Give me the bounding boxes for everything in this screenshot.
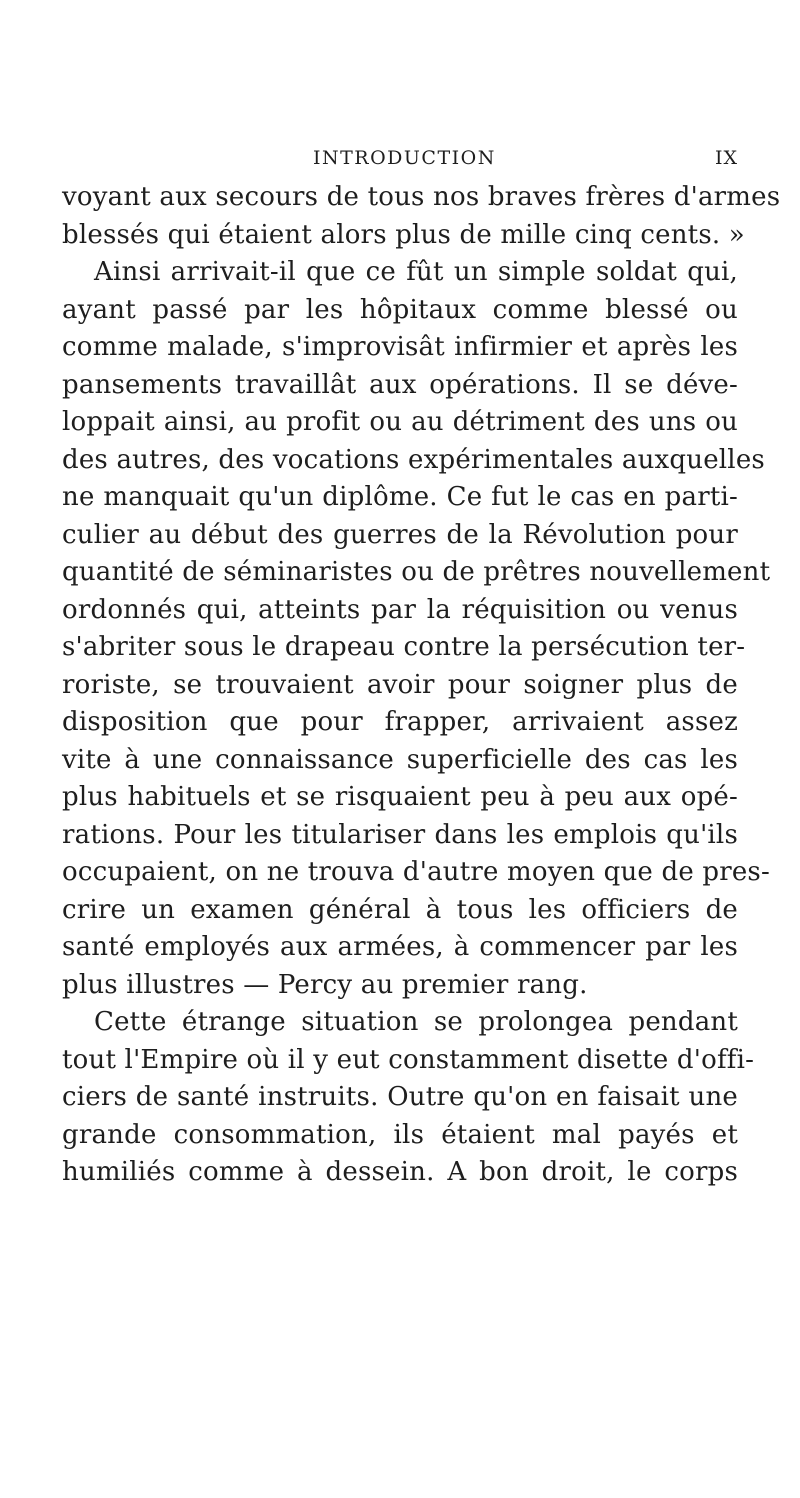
text-line: tout l'Empire où il y eut constamment disette d'offi-	[62, 1044, 755, 1075]
text-line: rations. Pour les titulariser dans les emplois qu'ils	[62, 819, 738, 850]
running-title: INTRODUCTION	[313, 147, 496, 169]
running-head	[313, 147, 738, 169]
text-line: roriste, se trouvaient avoir pour soigner plus de	[62, 669, 738, 700]
body-text	[62, 179, 781, 1192]
text-line: blessés qui étaient alors plus de mille cinq cents. »	[62, 219, 745, 250]
text-line: des autres, des vocations expérimentales auxquelles	[62, 444, 765, 475]
text-line: ordonnés qui, atteints par la réquisition ou venus	[62, 594, 738, 625]
text-line: pansements travaillât aux opérations. Il se déve-	[62, 369, 738, 400]
text-line: plus habituels et se risquaient peu à peu aux opé-	[62, 782, 738, 812]
text-line: disposition que pour frapper, arrivaient assez	[62, 707, 738, 737]
text-line: ayant passé par les hôpitaux comme blessé ou	[62, 294, 738, 325]
text-line: loppait ainsi, au profit ou au détriment des uns ou	[62, 407, 738, 437]
text-line: ciers de santé instruits. Outre qu'on en faisait une	[62, 1082, 738, 1112]
text-line: comme malade, s'improvisât infirmier et après les	[62, 332, 738, 362]
text-line: santé employés aux armées, à commencer par les	[62, 932, 738, 962]
text-line: crire un examen général à tous les officiers de	[62, 894, 738, 925]
text-line: occupaient, on ne trouva d'autre moyen que de pres-	[62, 857, 770, 887]
page-number: IX	[714, 147, 738, 169]
text-line: s'abriter sous le drapeau contre la persécution ter-	[62, 632, 746, 662]
text-line: vite à une connaissance superficielle des cas les	[62, 744, 738, 775]
text-line: culier au début des guerres de la Révolution pour	[62, 519, 738, 550]
text-line: quantité de séminaristes ou de prêtres nouvellement	[62, 557, 771, 587]
text-line: voyant aux secours de tous nos braves frères d'armes	[62, 182, 781, 212]
text-line: ne manquait qu'un diplôme. Ce fut le cas en parti-	[62, 482, 738, 512]
text-line: Ainsi arrivait-il que ce fût un simple soldat qui,	[94, 257, 738, 287]
text-line: Cette étrange situation se prolongea pendant	[94, 1007, 738, 1037]
text-line: plus illustres — Percy au premier rang.	[62, 969, 588, 1000]
text-line: grande consommation, ils étaient mal payés et	[62, 1119, 738, 1150]
text-line: humiliés comme à dessein. A bon droit, le corps	[62, 1157, 738, 1187]
